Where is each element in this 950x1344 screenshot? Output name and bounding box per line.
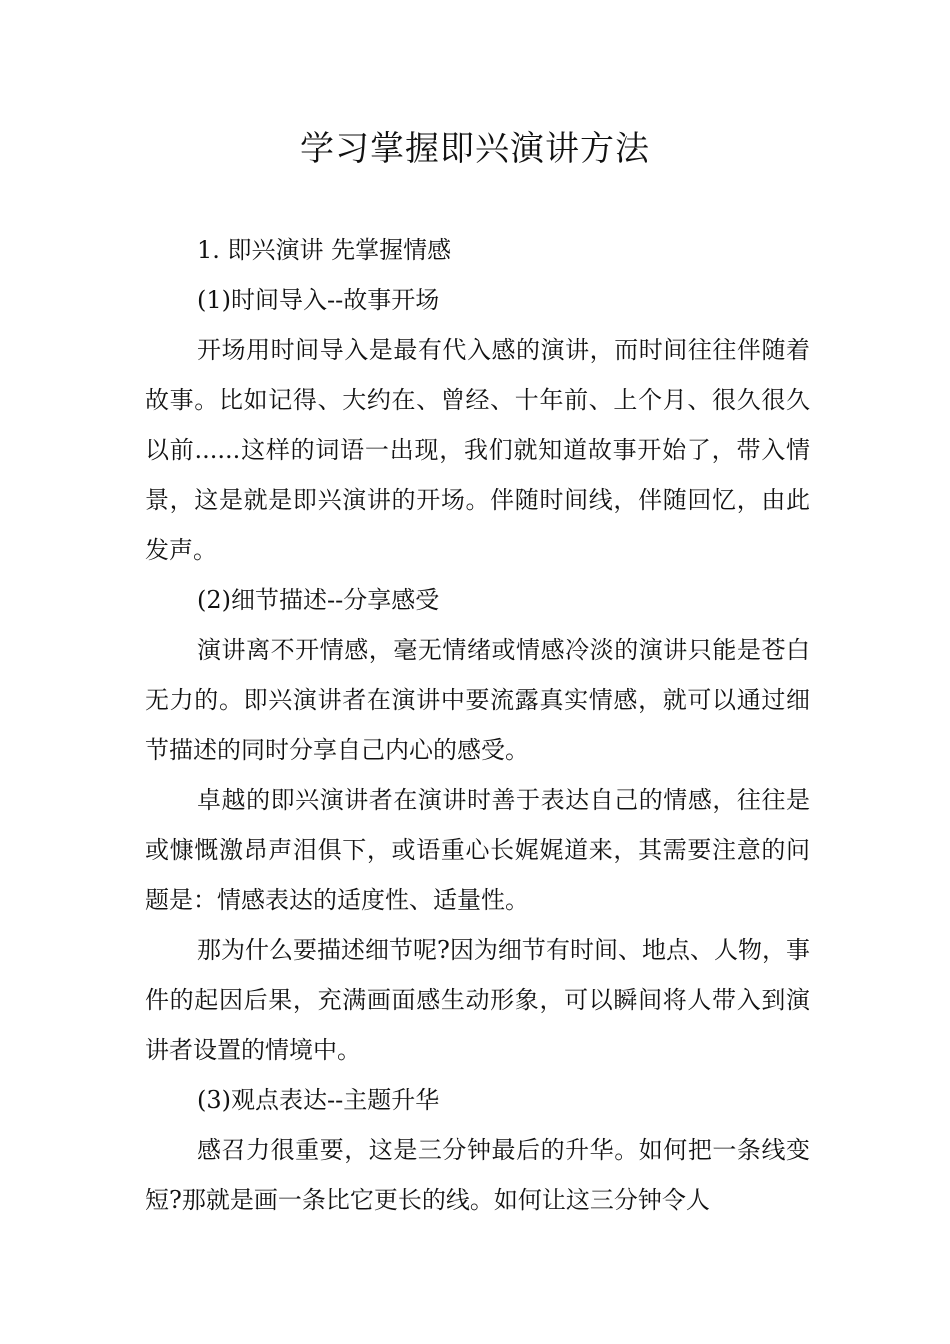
section-heading: 1. 即兴演讲 先掌握情感 bbox=[197, 236, 452, 264]
paragraph: 开场用时间导入是最有代入感的演讲，而时间往往伴随着故事。比如记得、大约在、曾经、十年前、上个月、很久很久以前......这样的词语一出现，我们就知道故事开始了，带入情景，这是就是即兴演讲的开场。伴随时间线，伴随回忆，由此发声。 bbox=[145, 336, 810, 564]
paragraph: 那为什么要描述细节呢?因为细节有时间、地点、人物，事件的起因后果，充满画面感生动形象，可以瞬间将人带入到演讲者设置的情境中。 bbox=[145, 936, 810, 1064]
subsection-heading: (2)细节描述--分享感受 bbox=[197, 586, 440, 614]
document-title: 学习掌握即兴演讲方法 bbox=[300, 129, 650, 169]
paragraph: 感召力很重要，这是三分钟最后的升华。如何把一条线变短?那就是画一条比它更长的线。如何让这三分钟令人 bbox=[145, 1136, 810, 1214]
subsection-heading: (3)观点表达--主题升华 bbox=[197, 1086, 440, 1114]
document-body bbox=[145, 225, 810, 1225]
paragraph: 演讲离不开情感，毫无情绪或情感冷淡的演讲只能是苍白无力的。即兴演讲者在演讲中要流露真实情感，就可以通过细节描述的同时分享自己内心的感受。 bbox=[145, 636, 810, 764]
paragraph: 卓越的即兴演讲者在演讲时善于表达自己的情感，往往是或慷慨激昂声泪俱下，或语重心长娓娓道来，其需要注意的问题是：情感表达的适度性、适量性。 bbox=[145, 786, 810, 914]
subsection-heading: (1)时间导入--故事开场 bbox=[197, 286, 440, 314]
